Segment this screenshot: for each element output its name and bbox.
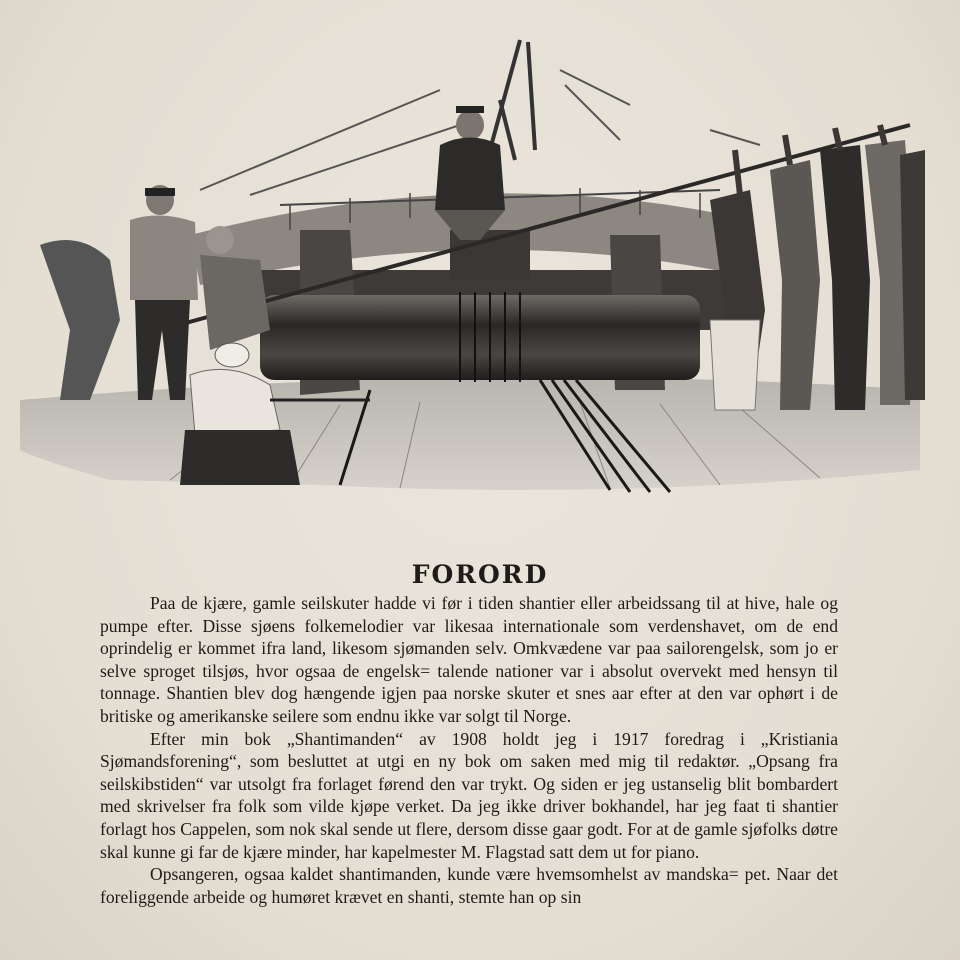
paragraph-2: Efter min bok „Shantimanden“ av 1908 holdt jeg i 1917 foredrag i „Kristiania Sjømandsforening“, som besluttet at utgi en ny bok om saken med mig til redaktør. „Opsang fra seilskibstiden“ var utsolgt fra forlaget førend den var trykt. Og siden er jeg ustanselig blit bombardert med skrivelser fra folk som vilde kjøpe verket. Da jeg ikke driver bokhandel, har jeg faat ti shantier forlagt hos Cappelen, som nok skal sende ut flere, dersom disse gaar godt. For at de gamle sjøfolks døtre skal kunne gi far de kjære minder, har kapelmester M. Flagstad satt dem ut for piano.: [100, 728, 838, 862]
paragraph-1: Paa de kjære, gamle seilskuter hadde vi før i tiden shantier eller arbeidssang til at hive, hale og pumpe efter. Disse sjøens folkemelodier var likesaa internationale som verdenshavet, om de end oprindelig er kommet ifra land, likesom sjømanden selv. Omkvædene var paa sailorengelsk, som jo er selve sproget tilsjøs, hvor ogsaa de engelsk= talende nationer var i absolut overvekt med hensyn til tonnage. Shantien blev dog hængende igjen paa norske skuter et snes aar efter at den var ophørt i de britiske og amerikanske seilere som endnu ikke var solgt til Norge.: [100, 593, 838, 726]
mast: [490, 40, 535, 160]
left-sailors: [40, 185, 270, 400]
capstan-crew-illustration: [20, 30, 935, 500]
right-sailors: [710, 125, 925, 410]
preface-text: [100, 592, 838, 908]
page-title: FORORD: [411, 559, 549, 589]
windlass-drum: [260, 295, 700, 380]
paragraph-3: Opsangeren, ogsaa kaldet shantimanden, kunde være hvemsomhelst av mandska= pet. Naar det foreliggende arbeide og humøret krævet en shanti, stemte han op sin: [100, 864, 838, 907]
